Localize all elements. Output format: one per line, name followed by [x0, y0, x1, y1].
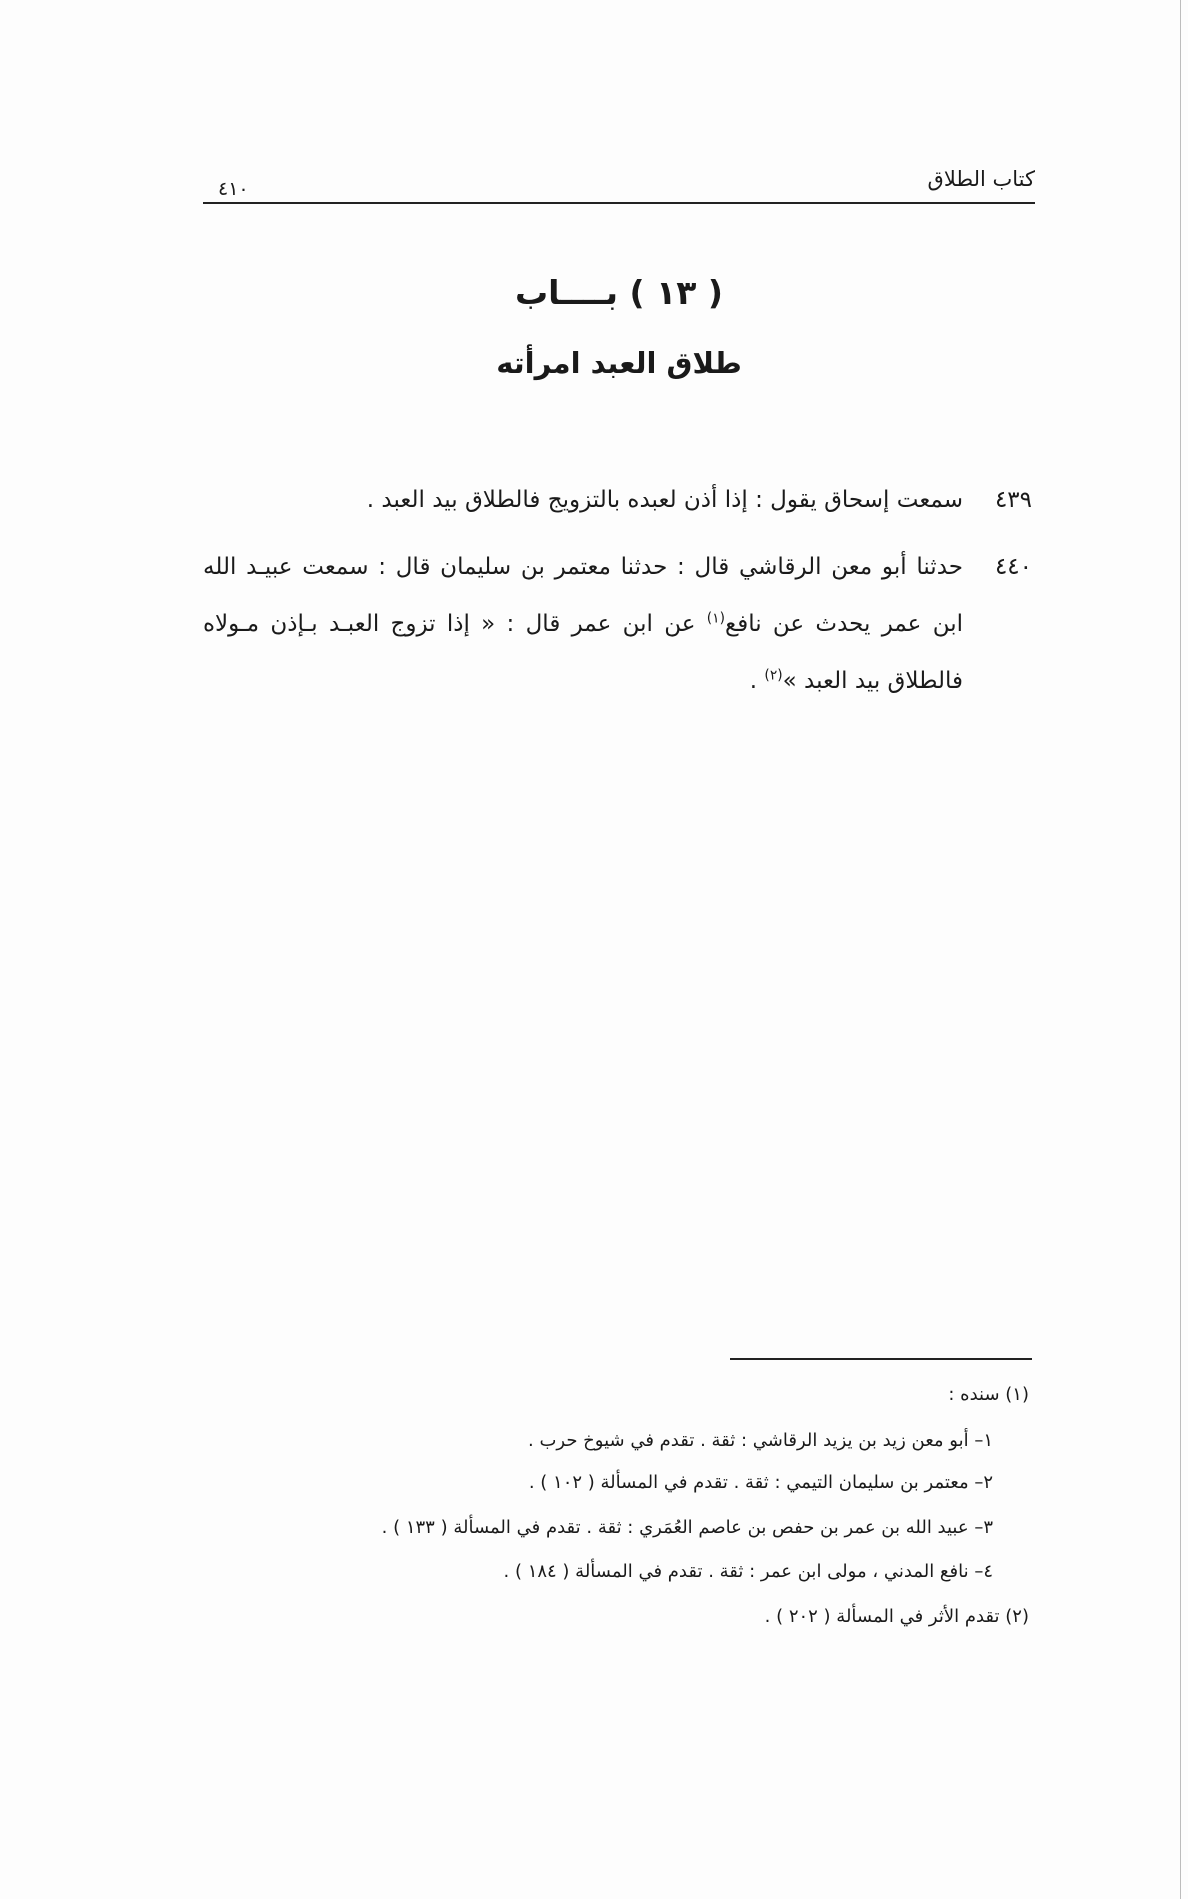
- page-number: ٤١٠: [218, 178, 249, 200]
- footnote-marker: (١): [706, 610, 725, 627]
- footnote-item: ٤– نافع المدني ، مولى ابن عمر : ثقة . تقدم في المسألة ( ١٨٤ ) .: [503, 1561, 993, 1582]
- footnote-rule: [730, 1358, 1032, 1360]
- footnote-heading: (٢) تقدم الأثر في المسألة ( ٢٠٢ ) .: [764, 1606, 1029, 1627]
- entry-text-line: [203, 663, 963, 699]
- entry-text-segment: فالطلاق بيد العبد »: [782, 668, 963, 694]
- footnote-item: ٢– معتمر بن سليمان التيمي : ثقة . تقدم في المسألة ( ١٠٢ ) .: [528, 1472, 993, 1493]
- footnote-marker: (٢): [764, 667, 783, 684]
- header-rule: [203, 202, 1035, 204]
- chapter-subheading: طلاق العبد امرأته: [496, 346, 742, 380]
- entry-text-segment: .: [749, 668, 765, 694]
- entry-number: ٤٤٠: [994, 554, 1032, 580]
- chapter-heading: ( ١٣ ) بــــاب: [515, 273, 723, 312]
- running-title: كتاب الطلاق: [927, 167, 1035, 191]
- scan-edge-line: [1180, 0, 1181, 1899]
- entry-text-line: حدثنا أبو معن الرقاشي قال : حدثنا معتمر بن سليمان قال : سمعت عبيـد الله: [203, 554, 963, 580]
- entry-number: ٤٣٩: [994, 487, 1032, 513]
- footnote-heading: (١) سنده :: [948, 1384, 1029, 1405]
- entry-text-line: [203, 606, 963, 642]
- entry-text-line: سمعت إسحاق يقول : إذا أذن لعبده بالتزويج فالطلاق بيد العبد .: [366, 487, 963, 513]
- footnote-item: ٣– عبيد الله بن عمر بن حفص بن عاصم العُمَري : ثقة . تقدم في المسألة ( ١٣٣ ) .: [381, 1517, 993, 1538]
- footnote-item: ١– أبو معن زيد بن يزيد الرقاشي : ثقة . تقدم في شيوخ حرب .: [528, 1430, 993, 1451]
- entry-text-segment: عن ابن عمر قال : « إذا تزوج العبـد بـإذن مـولاه: [203, 611, 707, 637]
- entry-text-segment: ابن عمر يحدث عن نافع: [724, 611, 963, 637]
